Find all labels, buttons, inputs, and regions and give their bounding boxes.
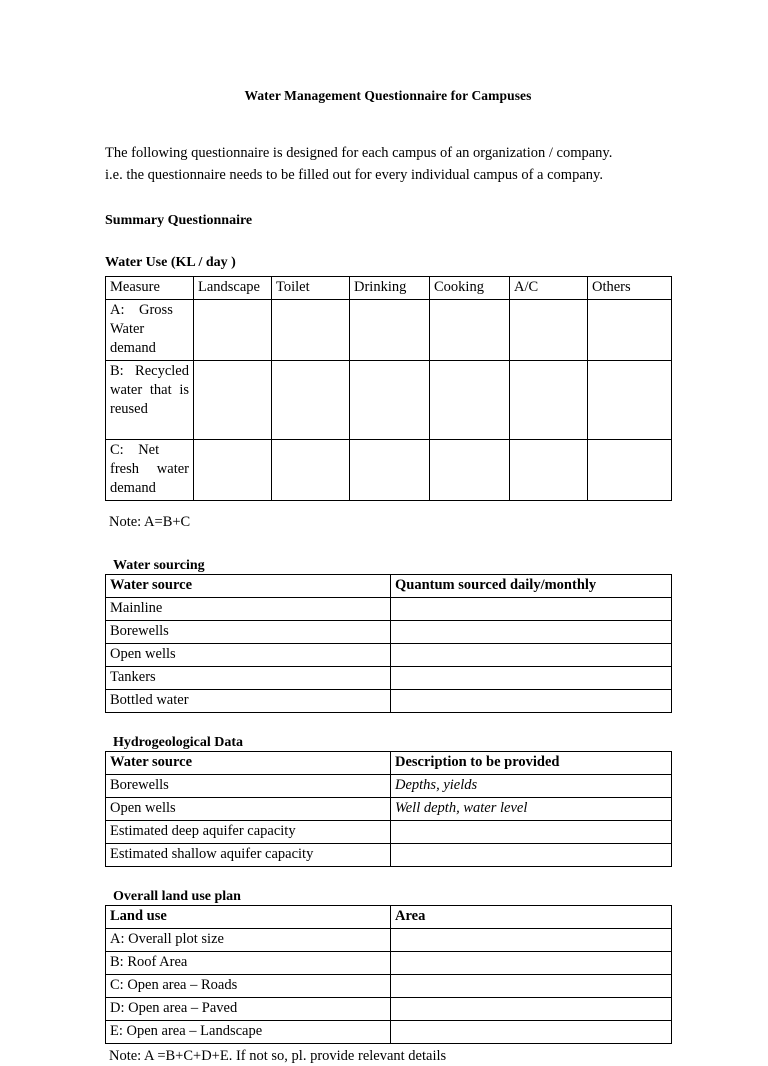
section-heading-hydrogeological-data: Hydrogeological Data (113, 735, 244, 750)
cell-gross-drinking[interactable] (350, 300, 430, 361)
cell-land-use-open-area-landscape: E: Open area – Landscape (106, 1021, 391, 1044)
column-header-landscape: Landscape (194, 277, 272, 300)
table-row (106, 644, 672, 667)
column-header-area: Area (391, 906, 672, 929)
table-row (106, 440, 672, 501)
column-header-drinking: Drinking (350, 277, 430, 300)
cell-net-landscape[interactable] (194, 440, 272, 501)
column-header-land-use: Land use (106, 906, 391, 929)
table-row (106, 798, 672, 821)
hydrogeological-table (105, 751, 672, 867)
cell-gross-cooking[interactable] (430, 300, 510, 361)
cell-recycled-landscape[interactable] (194, 361, 272, 440)
table-row (106, 300, 672, 361)
cell-hydro-description-shallow-aquifer[interactable] (391, 844, 672, 867)
section-heading-water-sourcing: Water sourcing (113, 558, 205, 573)
table-row (106, 690, 672, 713)
cell-quantum-bottled-water[interactable] (391, 690, 672, 713)
cell-hydro-description-borewells[interactable]: Depths, yields (391, 775, 672, 798)
column-header-water-source: Water source (106, 575, 391, 598)
cell-quantum-open-wells[interactable] (391, 644, 672, 667)
cell-hydro-source-open-wells: Open wells (106, 798, 391, 821)
column-header-cooking: Cooking (430, 277, 510, 300)
cell-source-open-wells: Open wells (106, 644, 391, 667)
table-row (106, 952, 672, 975)
column-header-ac: A/C (510, 277, 588, 300)
table-row (106, 844, 672, 867)
row-label-recycled-water: B: Recycled water that is reused (106, 361, 194, 440)
cell-net-ac[interactable] (510, 440, 588, 501)
cell-area-overall-plot-size[interactable] (391, 929, 672, 952)
table-row (106, 1021, 672, 1044)
cell-quantum-mainline[interactable] (391, 598, 672, 621)
cell-land-use-overall-plot-size: A: Overall plot size (106, 929, 391, 952)
table-header-row (106, 277, 672, 300)
cell-gross-toilet[interactable] (272, 300, 350, 361)
note-water-use: Note: A=B+C (109, 514, 191, 530)
column-header-toilet: Toilet (272, 277, 350, 300)
table-row (106, 667, 672, 690)
table-row (106, 775, 672, 798)
table-row (106, 621, 672, 644)
cell-area-open-area-roads[interactable] (391, 975, 672, 998)
table-row (106, 821, 672, 844)
cell-recycled-ac[interactable] (510, 361, 588, 440)
column-header-measure: Measure (106, 277, 194, 300)
water-sourcing-table (105, 574, 672, 713)
row-label-gross-water-demand: A: Gross Water demand (106, 300, 194, 361)
cell-gross-others[interactable] (588, 300, 672, 361)
cell-hydro-description-deep-aquifer[interactable] (391, 821, 672, 844)
water-use-table (105, 276, 672, 501)
cell-hydro-source-deep-aquifer: Estimated deep aquifer capacity (106, 821, 391, 844)
table-header-row (106, 575, 672, 598)
cell-net-others[interactable] (588, 440, 672, 501)
cell-gross-landscape[interactable] (194, 300, 272, 361)
cell-recycled-toilet[interactable] (272, 361, 350, 440)
land-use-table (105, 905, 672, 1044)
cell-quantum-borewells[interactable] (391, 621, 672, 644)
intro-paragraph (105, 142, 654, 186)
column-header-quantum-sourced: Quantum sourced daily/monthly (391, 575, 672, 598)
column-header-water-source: Water source (106, 752, 391, 775)
cell-source-bottled-water: Bottled water (106, 690, 391, 713)
cell-source-tankers: Tankers (106, 667, 391, 690)
cell-recycled-drinking[interactable] (350, 361, 430, 440)
table-row (106, 998, 672, 1021)
cell-net-cooking[interactable] (430, 440, 510, 501)
note-land-use: Note: A =B+C+D+E. If not so, pl. provide relevant details (109, 1048, 447, 1064)
section-heading-water-use: Water Use (KL / day ) (105, 255, 236, 270)
cell-net-drinking[interactable] (350, 440, 430, 501)
intro-line-1: The following questionnaire is designed for each campus of an organization / company. (105, 145, 613, 161)
table-row (106, 598, 672, 621)
cell-source-borewells: Borewells (106, 621, 391, 644)
cell-net-toilet[interactable] (272, 440, 350, 501)
intro-line-2: i.e. the questionnaire needs to be filled out for every individual campus of a company. (105, 167, 603, 183)
cell-gross-ac[interactable] (510, 300, 588, 361)
cell-area-open-area-landscape[interactable] (391, 1021, 672, 1044)
table-row (106, 929, 672, 952)
cell-quantum-tankers[interactable] (391, 667, 672, 690)
cell-hydro-description-open-wells[interactable]: Well depth, water level (391, 798, 672, 821)
cell-area-roof-area[interactable] (391, 952, 672, 975)
table-row (106, 975, 672, 998)
cell-land-use-open-area-roads: C: Open area – Roads (106, 975, 391, 998)
row-label-net-fresh-water-demand: C: Net fresh water demand (106, 440, 194, 501)
cell-hydro-source-borewells: Borewells (106, 775, 391, 798)
table-row (106, 361, 672, 440)
cell-recycled-others[interactable] (588, 361, 672, 440)
cell-area-open-area-paved[interactable] (391, 998, 672, 1021)
column-header-others: Others (588, 277, 672, 300)
cell-source-mainline: Mainline (106, 598, 391, 621)
cell-recycled-cooking[interactable] (430, 361, 510, 440)
page-title: Water Management Questionnaire for Campuses (244, 88, 532, 103)
cell-hydro-source-shallow-aquifer: Estimated shallow aquifer capacity (106, 844, 391, 867)
cell-land-use-roof-area: B: Roof Area (106, 952, 391, 975)
section-heading-summary: Summary Questionnaire (105, 213, 253, 228)
table-header-row (106, 752, 672, 775)
document-body (105, 0, 671, 1066)
table-header-row (106, 906, 672, 929)
cell-land-use-open-area-paved: D: Open area – Paved (106, 998, 391, 1021)
column-header-description: Description to be provided (391, 752, 672, 775)
section-heading-land-use-plan: Overall land use plan (113, 889, 241, 904)
